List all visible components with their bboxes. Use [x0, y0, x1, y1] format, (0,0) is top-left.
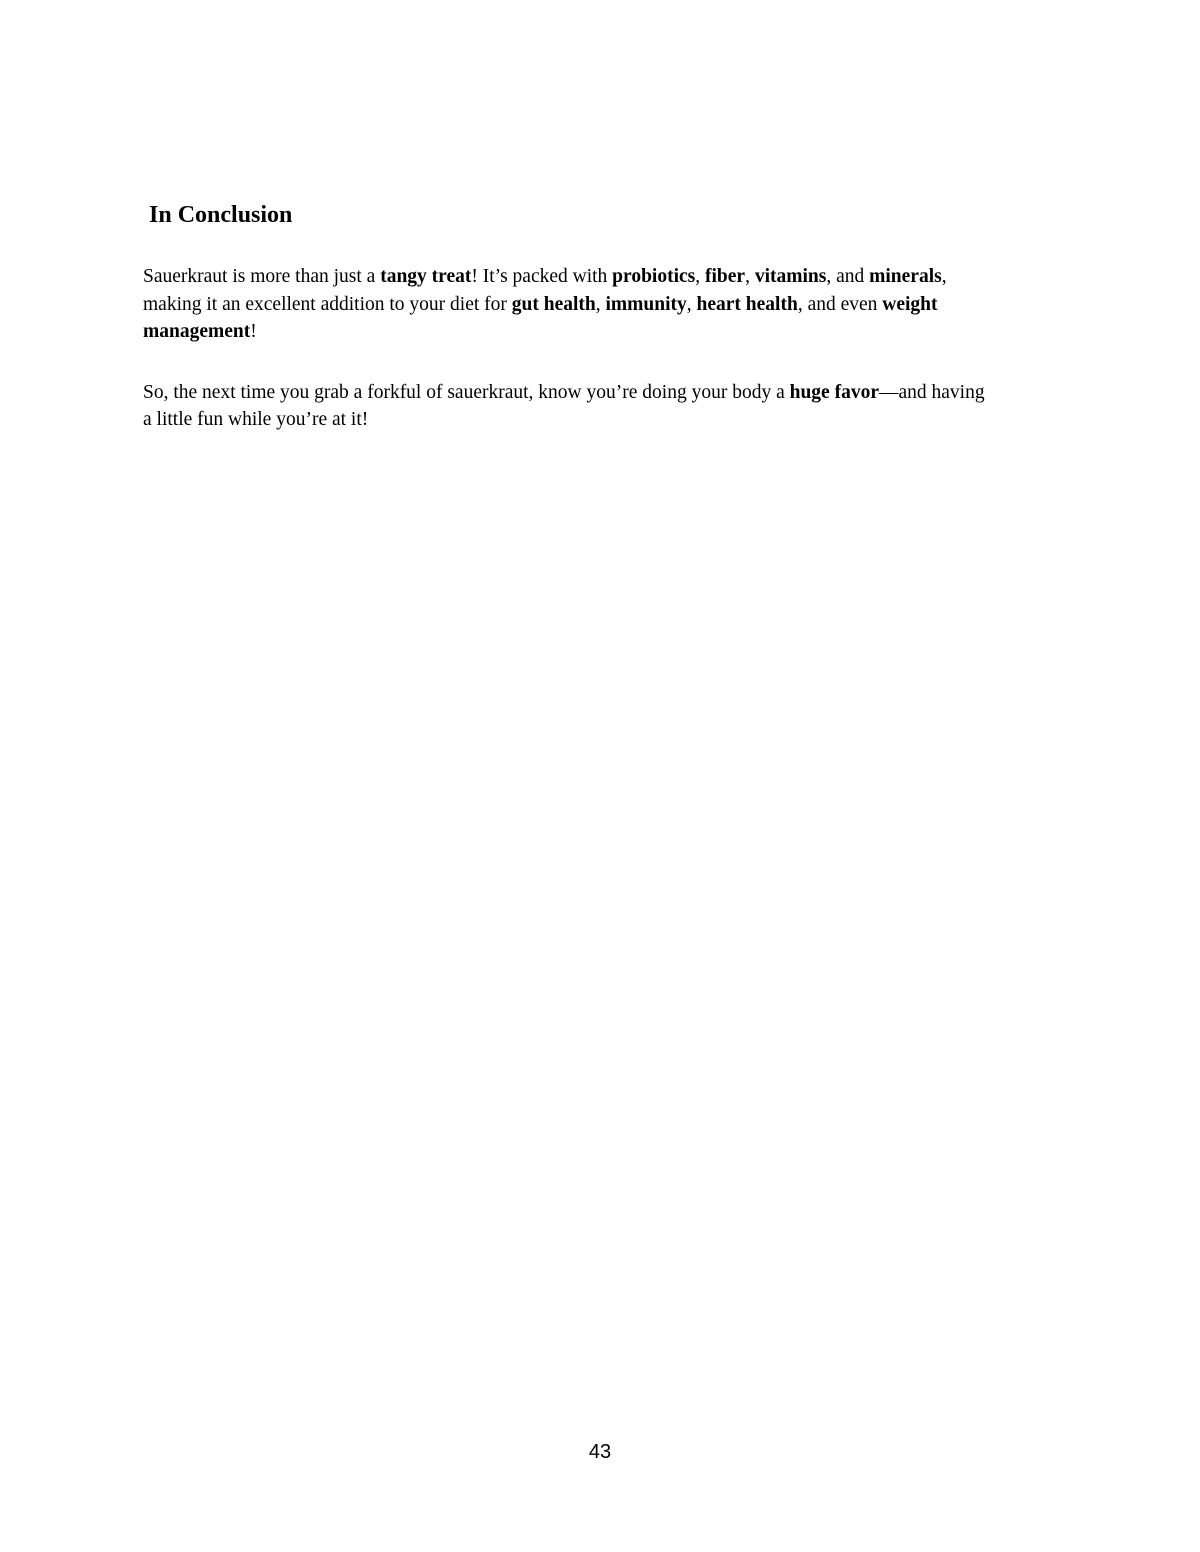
text-run: Sauerkraut is more than just a	[143, 266, 381, 287]
bold-text-run: weight management	[143, 293, 938, 342]
text-run: ,	[686, 293, 697, 315]
text-run: —and having a little fun while you’re at it!	[143, 381, 985, 430]
text-run: ,	[745, 266, 755, 287]
bold-text-run: immunity	[605, 293, 687, 315]
text-run: , and	[826, 266, 870, 287]
section-heading: In Conclusion	[149, 202, 293, 228]
text-run: , and even	[797, 293, 883, 315]
paragraph-closing-remark	[143, 379, 998, 434]
bold-text-run: tangy treat	[380, 266, 472, 287]
text-run: ,	[695, 266, 705, 287]
paragraph-conclusion-benefits	[143, 263, 998, 346]
bold-text-run: heart health	[696, 293, 798, 315]
bold-text-run: huge favor	[789, 381, 879, 403]
text-run: ,	[595, 293, 606, 315]
text-run: So, the next time you grab a forkful of sauerkraut, know you’re doing your body a	[143, 381, 790, 403]
bold-text-run: gut health	[511, 293, 596, 315]
page-number: 43	[588, 1441, 612, 1463]
bold-text-run: minerals	[869, 266, 942, 287]
document-content	[143, 200, 1023, 434]
bold-text-run: vitamins	[754, 266, 827, 287]
text-run: , making it an excellent addition to your diet for	[143, 266, 947, 315]
text-run: ! It’s packed with	[471, 266, 613, 287]
text-run: !	[250, 321, 257, 342]
bold-text-run: probiotics	[612, 266, 696, 287]
bold-text-run: fiber	[705, 266, 746, 287]
